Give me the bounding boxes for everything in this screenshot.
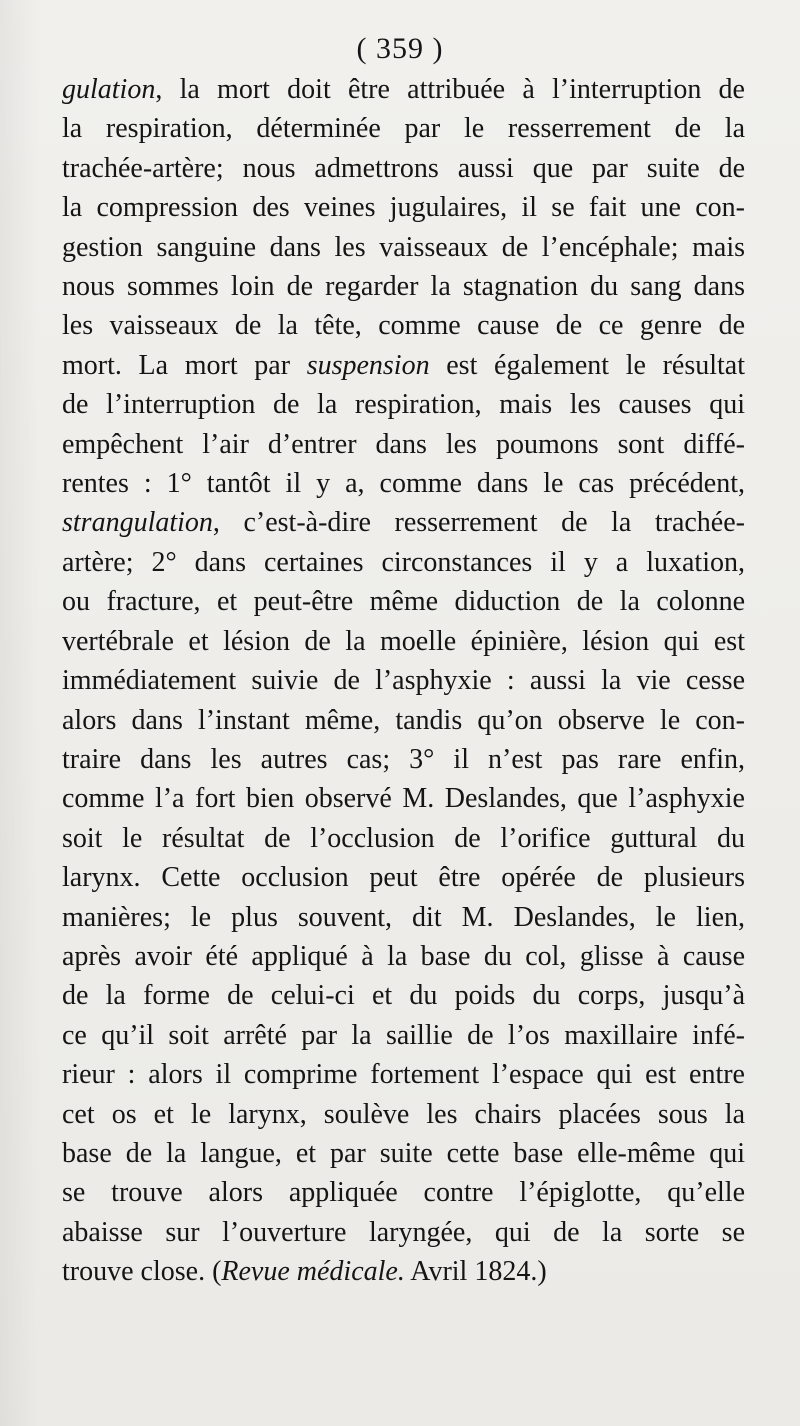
text-segment: vertébrale et lésion de la moelle épinière, lésion qui est — [62, 625, 745, 657]
text-segment: manières; le plus souvent, dit M. Deslandes, le lien, — [62, 901, 745, 933]
text-line — [62, 976, 745, 1015]
text-line — [62, 1252, 745, 1291]
text-segment: , la mort doit être attribuée à l’interruption de — [155, 74, 745, 105]
text-line — [62, 109, 745, 148]
text-segment: empêchent l’air d’entrer dans les poumons sont diffé- — [62, 428, 745, 460]
text-segment: larynx. Cette occlusion peut être opérée de plusieurs — [62, 862, 745, 894]
text-line — [62, 228, 745, 267]
text-line — [62, 306, 745, 345]
text-line — [62, 503, 745, 542]
text-line — [62, 701, 745, 740]
text-line — [62, 1016, 745, 1055]
italic-text: gulation — [62, 74, 156, 105]
text-segment: ce qu’il soit arrêté par la saillie de l’os maxillaire infé- — [62, 1019, 745, 1051]
text-line — [62, 464, 745, 503]
text-segment: base de la langue, et par suite cette base elle-même qui — [62, 1137, 745, 1169]
text-segment: gestion sanguine dans les vaisseaux de l’encéphale; mais — [62, 231, 745, 263]
text-line — [62, 385, 745, 424]
text-segment: comme l’a fort bien observé M. Deslandes, que l’asphyxie — [62, 783, 745, 815]
text-line — [62, 188, 745, 227]
text-line — [62, 425, 745, 464]
text-segment: rieur : alors il comprime fortement l’espace qui est entre — [62, 1059, 745, 1091]
text-line — [62, 1173, 745, 1212]
body-text — [62, 70, 745, 1292]
text-line — [62, 267, 745, 306]
text-segment: ou fracture, et peut-être même diduction de la colonne — [62, 586, 745, 618]
text-segment: trouve close. ( — [62, 1256, 222, 1288]
text-segment: se trouve alors appliquée contre l’épiglotte, qu’elle — [62, 1177, 745, 1209]
text-line — [62, 1134, 745, 1173]
text-segment: artère; 2° dans certaines circonstances il y a luxation, — [62, 546, 745, 578]
text-line — [62, 582, 745, 621]
text-line — [62, 779, 745, 818]
text-line — [62, 346, 745, 385]
italic-text: strangulation — [62, 507, 213, 539]
italic-text: Revue médicale. — [221, 1256, 405, 1288]
text-segment: soit le résultat de l’occlusion de l’orifice guttural du — [62, 822, 745, 854]
text-line — [62, 1055, 745, 1094]
text-segment: cet os et le larynx, soulève les chairs placées sous la — [62, 1098, 745, 1130]
text-line — [62, 543, 745, 582]
text-line — [62, 937, 745, 976]
text-segment: la compression des veines jugulaires, il se fait une con- — [62, 192, 745, 224]
text-line — [62, 1095, 745, 1134]
text-segment: après avoir été appliqué à la base du col, glisse à cause — [62, 940, 745, 972]
italic-text: suspension — [306, 349, 430, 381]
text-segment: Avril 1824.) — [404, 1256, 547, 1288]
text-line — [62, 819, 745, 858]
text-segment: nous sommes loin de regarder la stagnation du sang dans — [62, 271, 745, 303]
text-line — [62, 661, 745, 700]
text-segment: , c’est-à-dire resserrement de la trachée- — [212, 507, 745, 539]
text-line — [62, 622, 745, 661]
text-segment: abaisse sur l’ouverture laryngée, qui de la sorte se — [62, 1216, 745, 1248]
text-line — [62, 1213, 745, 1252]
text-segment: est également le résultat — [429, 349, 745, 381]
text-segment: trachée-artère; nous admettrons aussi que par suite de — [62, 152, 745, 184]
text-segment: les vaisseaux de la tête, comme cause de ce genre de — [62, 310, 745, 342]
text-line — [62, 898, 745, 937]
text-line — [62, 70, 745, 109]
text-segment: immédiatement suivie de l’asphyxie : aussi la vie cesse — [62, 665, 745, 697]
text-segment: alors dans l’instant même, tandis qu’on observe le con- — [62, 704, 745, 736]
text-segment: traire dans les autres cas; 3° il n’est pas rare enfin, — [62, 743, 745, 775]
text-segment: la respiration, déterminée par le resserrement de la — [62, 113, 745, 145]
text-segment: mort. La mort par — [62, 349, 307, 381]
page-number: ( 359 ) — [356, 32, 444, 65]
text-segment: de la forme de celui-ci et du poids du corps, jusqu’à — [62, 980, 745, 1012]
text-line — [62, 149, 745, 188]
text-segment: rentes : 1° tantôt il y a, comme dans le cas précédent, — [62, 468, 745, 500]
text-line — [62, 858, 745, 897]
text-line — [62, 740, 745, 779]
text-segment: de l’interruption de la respiration, mais les causes qui — [62, 389, 745, 421]
